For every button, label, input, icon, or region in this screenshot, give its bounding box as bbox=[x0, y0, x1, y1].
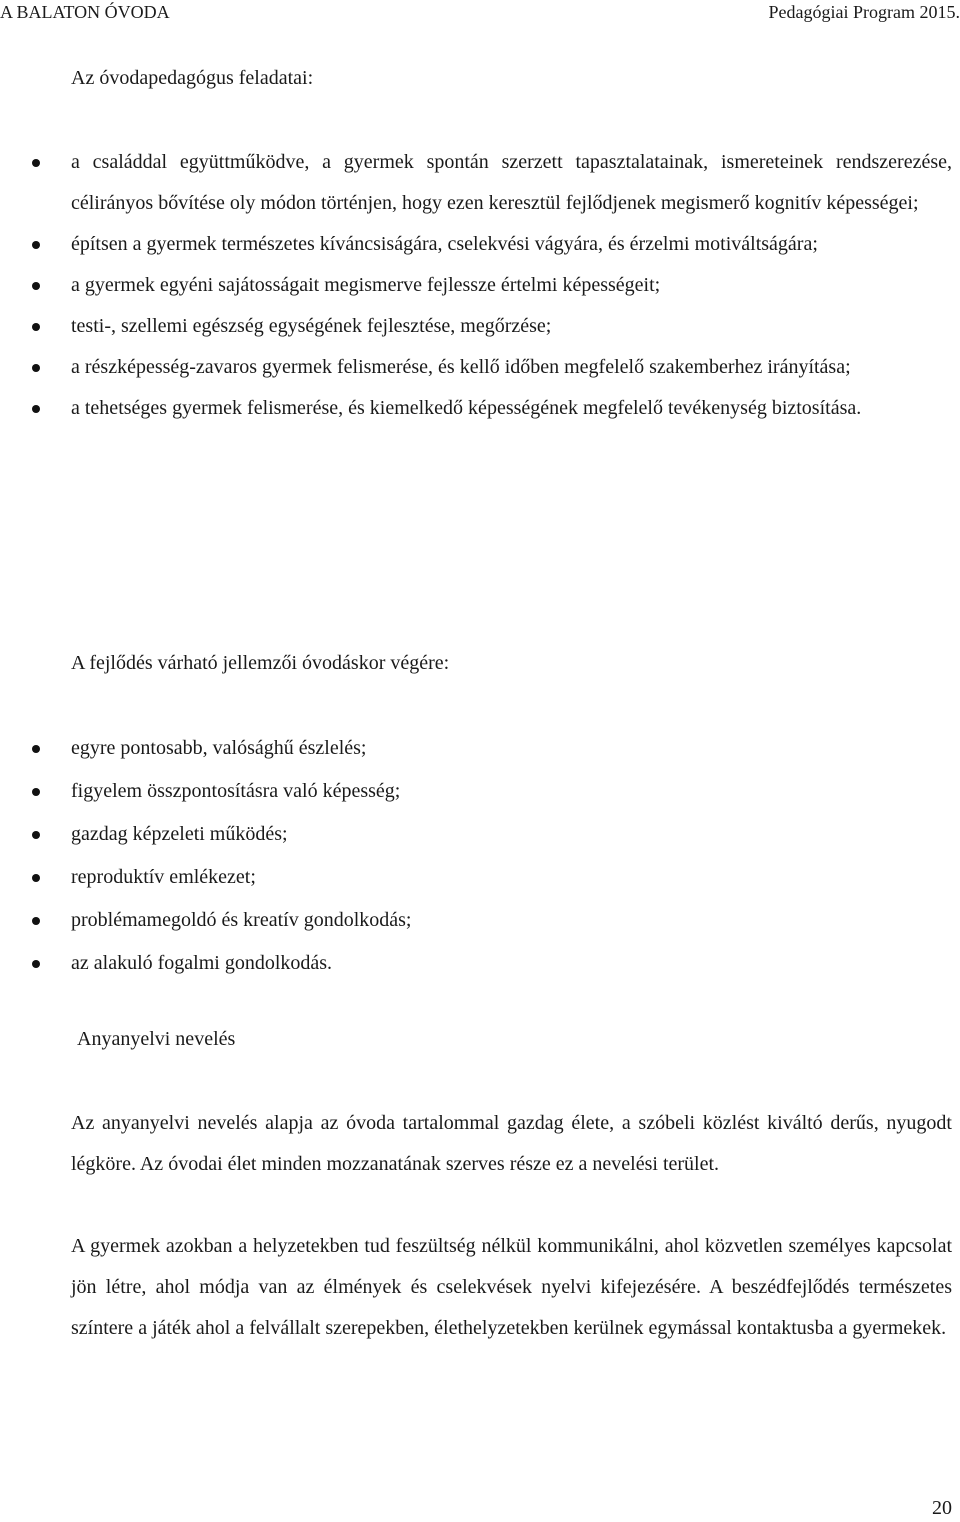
bullet-icon bbox=[32, 405, 40, 413]
bullet-icon bbox=[32, 241, 40, 249]
section-heading-tasks: Az óvodapedagógus feladatai: bbox=[71, 67, 314, 89]
tasks-list bbox=[71, 142, 952, 429]
paragraph: Az anyanyelvi nevelés alapja az óvoda tartalommal gazdag élete, a szóbeli közlést kiváltó derűs, nyugodt légköre. Az óvodai élet minden mozzanatának szerves része ez a nevelési terület. bbox=[71, 1112, 952, 1175]
section-heading-development: A fejlődés várható jellemzői óvodáskor végére: bbox=[71, 652, 450, 674]
list-item: figyelem összpontosításra való képesség; bbox=[71, 770, 952, 813]
development-list bbox=[71, 727, 952, 985]
bullet-icon bbox=[32, 874, 40, 882]
list-item: építsen a gyermek természetes kíváncsiságára, cselekvési vágyára, és érzelmi motiváltságára; bbox=[71, 224, 952, 265]
list-item: a részképesség-zavaros gyermek felismerése, és kellő időben megfelelő szakemberhez irányítása; bbox=[71, 347, 952, 388]
list-item: az alakuló fogalmi gondolkodás. bbox=[71, 942, 952, 985]
list-item: reproduktív emlékezet; bbox=[71, 856, 952, 899]
list-item: gazdag képzeleti működés; bbox=[71, 813, 952, 856]
section-heading-language: Anyanyelvi nevelés bbox=[77, 1028, 236, 1050]
list-item: egyre pontosabb, valósághű észlelés; bbox=[71, 727, 952, 770]
list-item: testi-, szellemi egészség egységének fejlesztése, megőrzése; bbox=[71, 306, 952, 347]
page-header bbox=[0, 2, 960, 28]
list-item: a családdal együttműködve, a gyermek spontán szerzett tapasztalatainak, ismereteinek rendszerezése, célirányos bővítése oly módon történjen, hogy ezen keresztül fejlődjenek megismerő kognitív képességei; bbox=[71, 142, 952, 224]
page-number: 20 bbox=[932, 1497, 952, 1519]
bullet-icon bbox=[32, 917, 40, 925]
bullet-icon bbox=[32, 745, 40, 753]
bullet-icon bbox=[32, 323, 40, 331]
header-school-name: A BALATON ÓVODA bbox=[0, 2, 170, 22]
list-item: problémamegoldó és kreatív gondolkodás; bbox=[71, 899, 952, 942]
list-item: a tehetséges gyermek felismerése, és kiemelkedő képességének megfelelő tevékenység biztosítása. bbox=[71, 388, 952, 429]
bullet-icon bbox=[32, 788, 40, 796]
bullet-icon bbox=[32, 364, 40, 372]
bullet-icon bbox=[32, 960, 40, 968]
paragraph: A gyermek azokban a helyzetekben tud feszültség nélkül kommunikálni, ahol közvetlen személyes kapcsolat jön létre, ahol módja van az élmények és cselekvések nyelvi kifejezésére. A beszédfejlődés természetes színtere a játék ahol a felvállalt szerepekben, élethelyzetekben kerülnek egymással kontaktusba a gyermekek. bbox=[71, 1235, 952, 1339]
bullet-icon bbox=[32, 282, 40, 290]
list-item: a gyermek egyéni sajátosságait megismerve fejlessze értelmi képességeit; bbox=[71, 265, 952, 306]
bullet-icon bbox=[32, 831, 40, 839]
header-document-title: Pedagógiai Program 2015. bbox=[768, 2, 960, 22]
bullet-icon bbox=[32, 159, 40, 167]
